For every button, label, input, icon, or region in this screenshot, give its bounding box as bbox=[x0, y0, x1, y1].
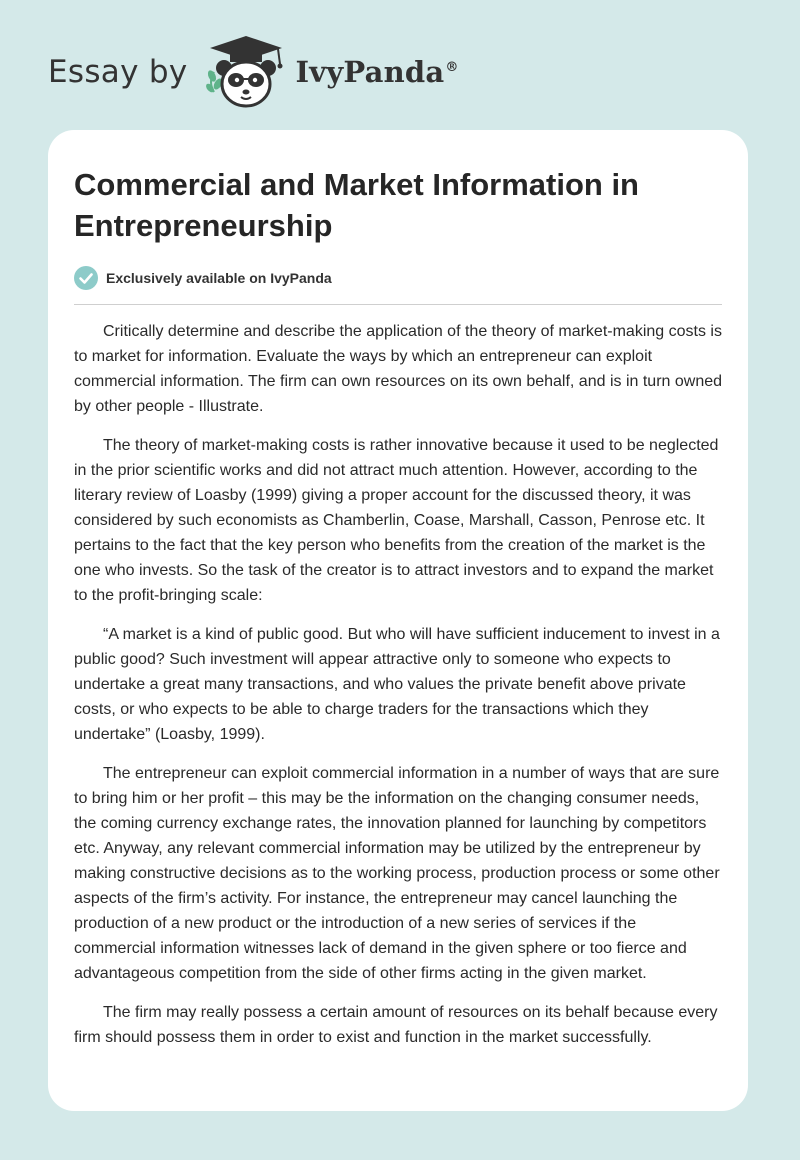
brand-prefix: Essay by bbox=[48, 54, 188, 90]
essay-card bbox=[48, 130, 748, 1111]
brand-name: IvyPanda® bbox=[295, 55, 459, 89]
panda-graduation-cap-icon bbox=[200, 32, 292, 112]
paragraph: The theory of market-making costs is rather innovative because it used to be neglected in the prior scientific works and did not attract much attention. However, according to the literary review of Loasby (1999) giving a proper account for the discussed theory, it was considered by such economists as Chamberlin, Coase, Marshall, Casson, Penrose etc. It pertains to the fact that the key person who benefits from the creation of the market is the one who invests. So the task of the creator is to attract investors and to expand the market to the profit-bringing scale: bbox=[74, 437, 719, 604]
page-title: Commercial and Market Information in Entrepreneurship bbox=[74, 167, 639, 243]
brand-header[interactable] bbox=[48, 32, 459, 112]
check-circle-icon bbox=[74, 266, 98, 290]
paragraph: The firm may really possess a certain amount of resources on its behalf because every firm should possess them in order to exist and function in the market successfully. bbox=[74, 1004, 718, 1046]
paragraph: Critically determine and describe the application of the theory of market-making costs is to market for information. Evaluate the ways by which an entrepreneur can exploit commercial information. The firm can own resources on its own behalf, and is in turn owned by other people - Illustrate. bbox=[74, 323, 723, 415]
registered-mark: ® bbox=[445, 60, 459, 76]
essay-body bbox=[74, 319, 722, 1050]
paragraph: “A market is a kind of public good. But who will have sufficient inducement to invest in a public good? Such investment will appear attractive only to someone who expects to undertake a great many transactions, and who values the private benefit above private costs, or who expects to be able to charge traders for the transactions which they undertake” (Loasby, 1999). bbox=[74, 626, 720, 743]
paragraph: The entrepreneur can exploit commercial information in a number of ways that are sure to bring him or her profit – this may be the information on the changing consumer needs, the coming currency exchange rates, the innovation planned for launching by competitors etc. Anyway, any relevant commercial information may be utilized by the entrepreneur by making constructive decisions as to the working process, production process or some other aspects of the firm’s activity. For instance, the entrepreneur may cancel launching the production of a new product or the introduction of a new series of services if the commercial information witnesses lack of demand in the given sphere or too fierce and advantageous competition from the side of other firms acting in the given market. bbox=[74, 765, 720, 982]
availability-badge bbox=[74, 266, 722, 305]
availability-text: Exclusively available on IvyPanda bbox=[106, 270, 332, 286]
